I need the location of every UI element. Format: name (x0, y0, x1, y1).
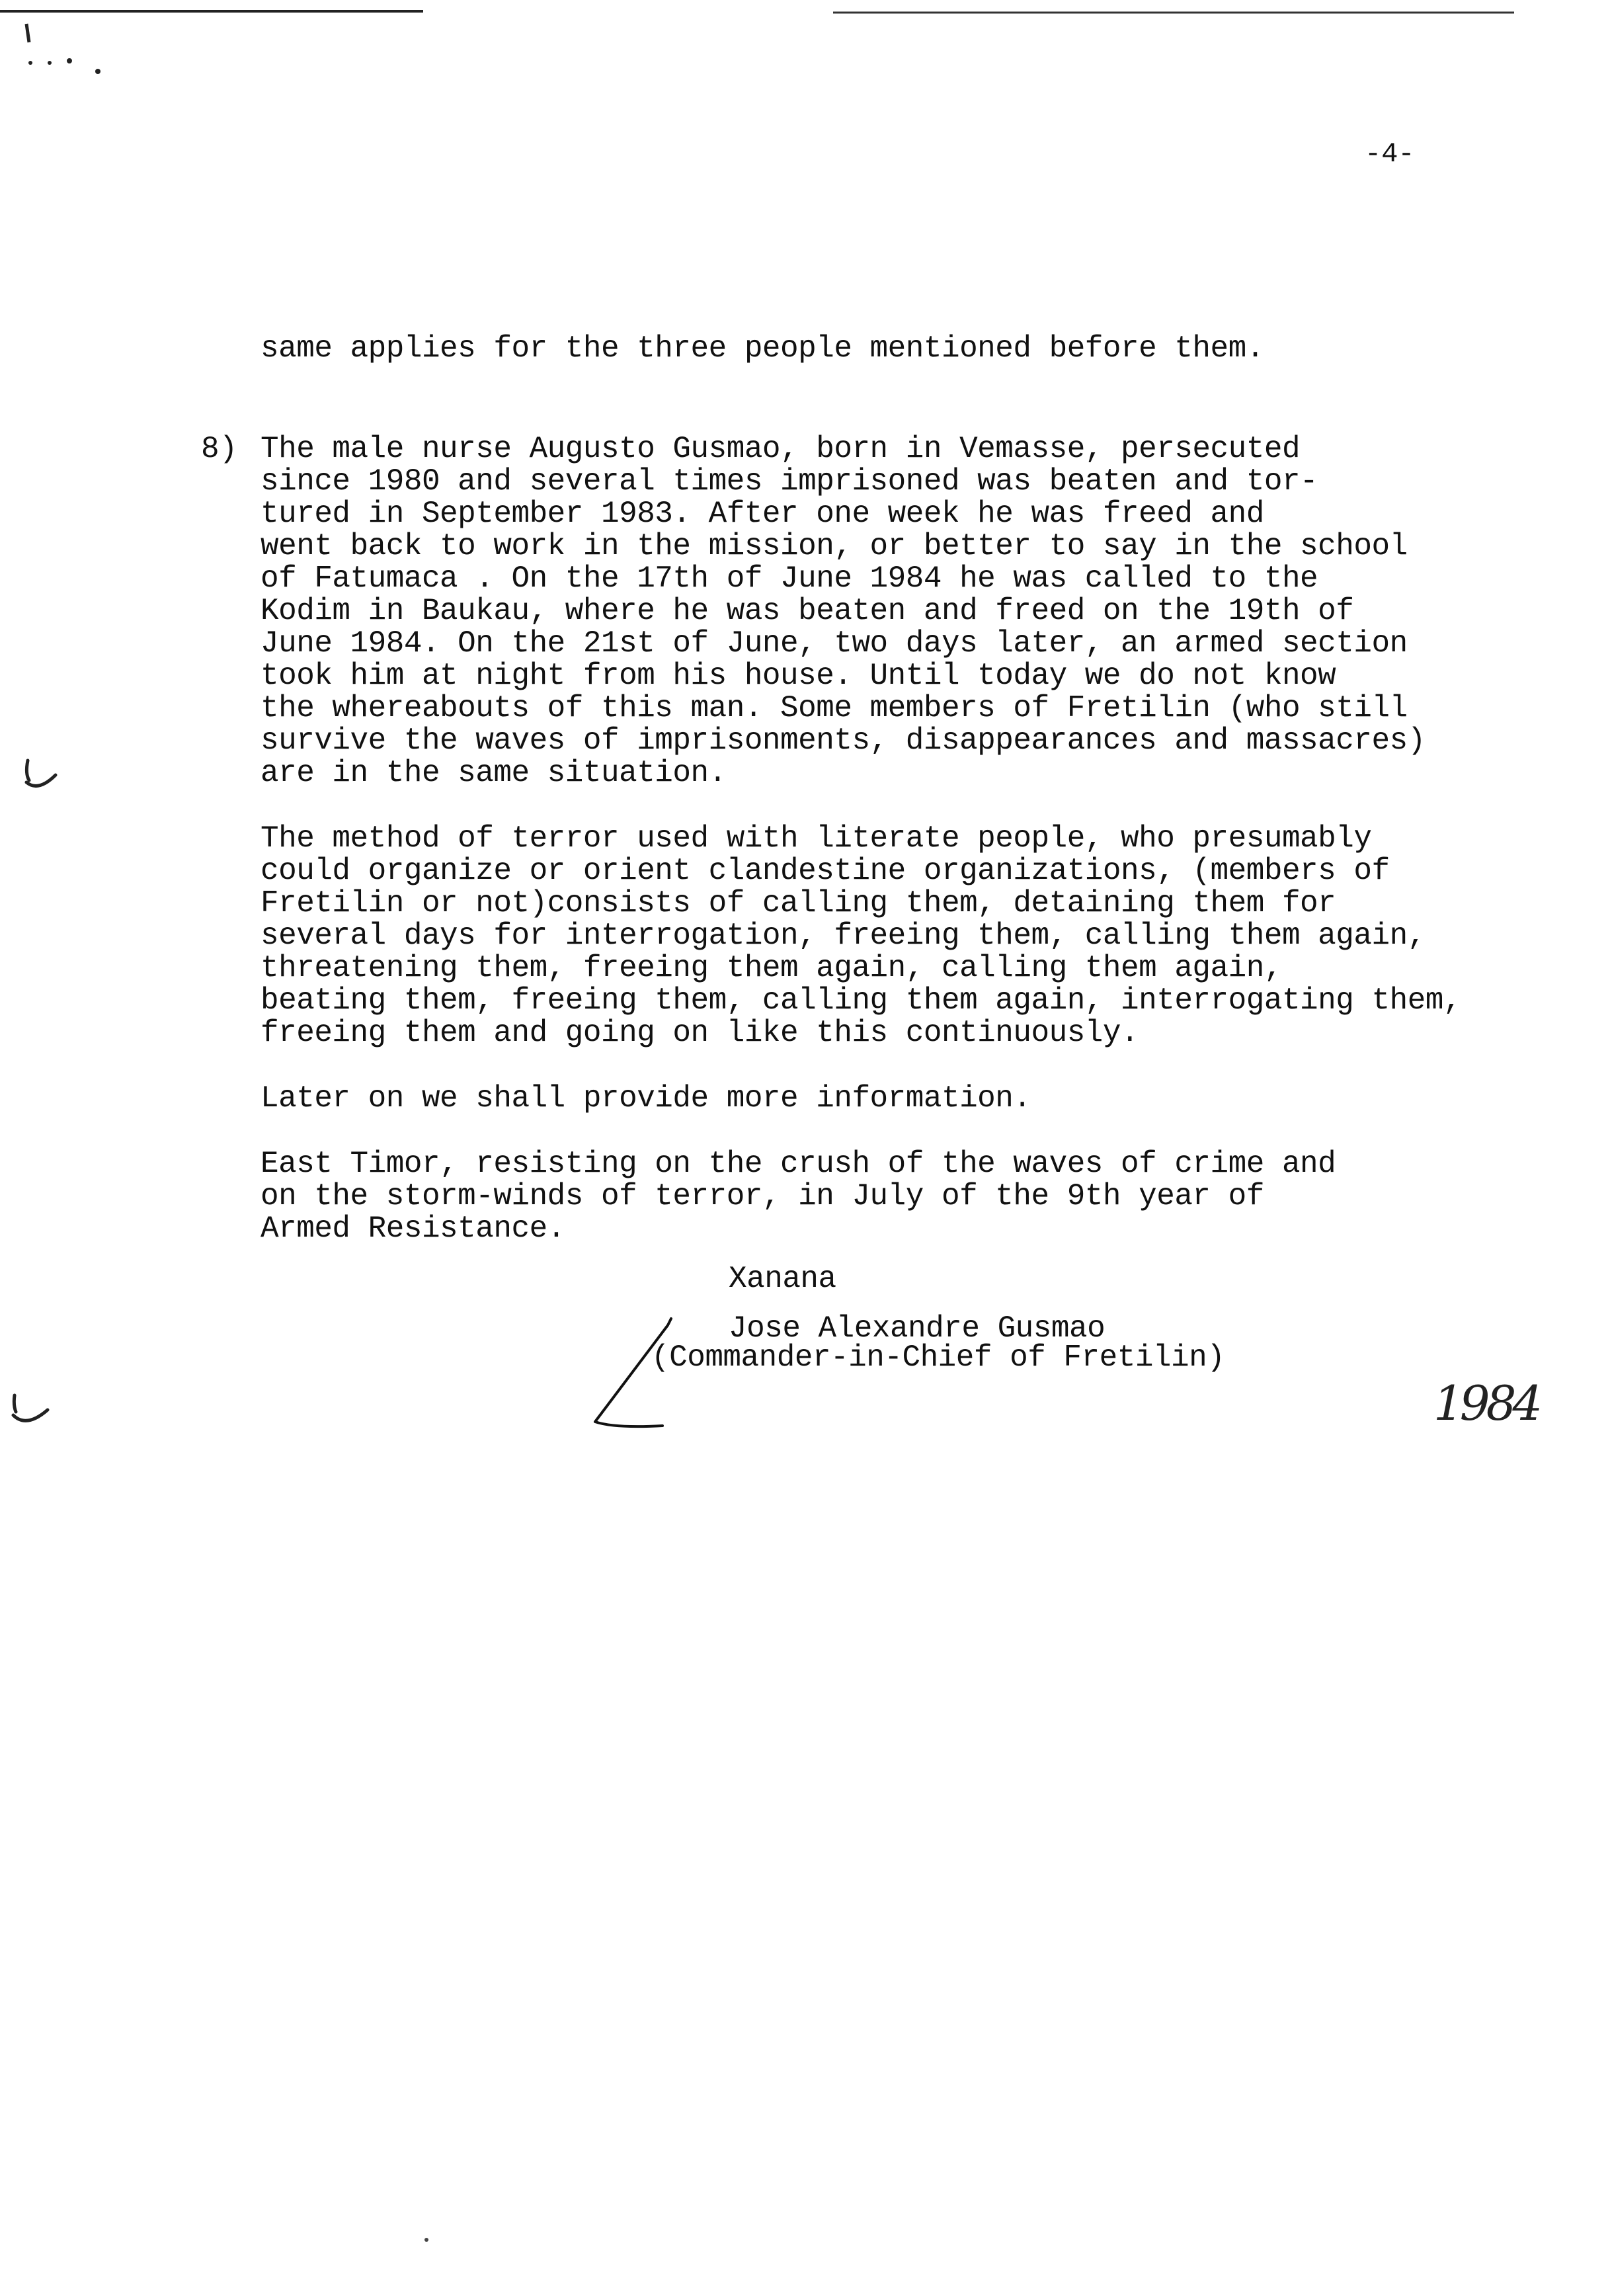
paragraph-line: the whereabouts of this man. Some members of Fretilin (who still (261, 691, 1408, 725)
paragraph-line: Fretilin or not)consists of calling them, detaining them for (261, 886, 1336, 921)
speck (424, 2238, 428, 2242)
paragraph-line: Kodim in Baukau, where he was beaten and freed on the 19th of (261, 594, 1354, 628)
hole-punch-mark-icon (26, 760, 56, 786)
handwritten-year: 1984 (1433, 1375, 1539, 1431)
paragraph-line: took him at night from his house. Until today we do not know (261, 659, 1336, 693)
paragraph-line: could organize or orient clandestine organizations, (members of (261, 854, 1390, 888)
continuation-line: same applies for the three people mentioned before them. (261, 331, 1264, 366)
staple-mark-icon (26, 24, 100, 74)
paragraph-line: The method of terror used with literate people, who presumably (261, 821, 1372, 856)
paragraph-line: of Fatumaca . On the 17th of June 1984 he was called to the (261, 561, 1318, 596)
item-number: 8) (201, 432, 238, 466)
paragraph-line: East Timor, resisting on the crush of the waves of crime and (261, 1147, 1336, 1181)
paragraph-line: since 1980 and several times imprisoned was beaten and tor- (261, 464, 1318, 499)
paragraph-line: The male nurse Augusto Gusmao, born in Vemasse, persecuted (261, 432, 1301, 466)
paragraph-line: beating them, freeing them, calling them again, interrogating them, (261, 983, 1462, 1018)
paragraph-line: threatening them, freeing them again, calling them again, (261, 951, 1282, 985)
paragraph-line: tured in September 1983. After one week he was freed and (261, 497, 1264, 531)
paragraph-line: survive the waves of imprisonments, disappearances and massacres) (261, 723, 1426, 758)
paragraph-line: on the storm-winds of terror, in July of the 9th year of (261, 1179, 1264, 1213)
signature-alias: Xanana (729, 1262, 836, 1296)
signature-name: Jose Alexandre Gusmao (729, 1311, 1106, 1346)
later-line: Later on we shall provide more information. (261, 1081, 1031, 1116)
paragraph-line: are in the same situation. (261, 756, 727, 790)
paragraph-line: Armed Resistance. (261, 1211, 565, 1246)
signature-title: (Commander-in-Chief of Fretilin) (651, 1340, 1225, 1375)
hole-punch-mark-icon (13, 1395, 48, 1420)
paragraph-line: June 1984. On the 21st of June, two days later, an armed section (261, 626, 1408, 661)
paragraph-line: freeing them and going on like this continuously. (261, 1016, 1139, 1050)
page-number: -4- (1365, 138, 1415, 170)
paragraph-line: several days for interrogation, freeing them, calling them again, (261, 919, 1426, 953)
paragraph-line: went back to work in the mission, or better to say in the school (261, 529, 1408, 563)
